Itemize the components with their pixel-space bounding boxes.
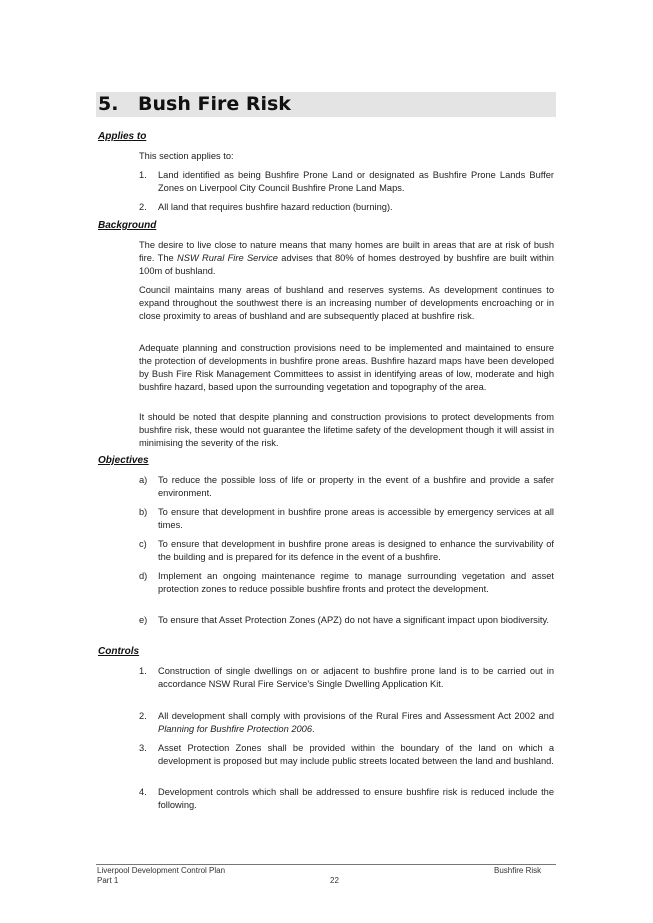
- list-marker: 3.: [139, 743, 147, 753]
- background-paragraph: The desire to live close to nature means that many homes are built in areas that are at risk of bush fire. The NSW Rural Fire Service advises that 80% of homes destroyed by bushfire are built within 100m of bushland.: [139, 240, 554, 276]
- list-text: Development controls which shall be addressed to ensure bushfire risk is reduced include the following.: [158, 787, 554, 810]
- section-number: 5.: [98, 93, 119, 115]
- background-paragraph: Council maintains many areas of bushland and reserves systems. As development continues to expand throughout the southwest there is an increasing number of developments encroaching or in close proximity to areas of bushland and are subsequently placed at bushfire risk.: [139, 285, 554, 321]
- list-text: All development shall comply with provisions of the Rural Fires and Assessment Act 2002 and Planning for Bushfire Protection 2006.: [158, 711, 554, 734]
- objectives-heading: Objectives: [98, 455, 149, 466]
- background-heading: Background: [98, 220, 157, 231]
- list-item: [139, 665, 554, 691]
- list-text: To ensure that development in bushfire prone areas is designed to enhance the survivability of the building and is prepared for its defence in the event of a bushfire.: [158, 539, 554, 562]
- list-marker: 1.: [139, 666, 147, 676]
- section-title: Bush Fire Risk: [138, 93, 291, 115]
- list-text: To ensure that Asset Protection Zones (APZ) do not have a significant impact upon biodiversity.: [158, 615, 550, 625]
- footer-part: Part 1: [97, 876, 119, 885]
- list-item: [139, 506, 554, 532]
- list-text: Land identified as being Bushfire Prone Land or designated as Bushfire Prone Lands Buffer Zones on Liverpool City Council Bushfire Prone Land Maps.: [158, 170, 554, 193]
- footer-section-name: Bushfire Risk: [494, 866, 542, 875]
- list-marker: a): [139, 475, 148, 485]
- list-marker: 4.: [139, 787, 147, 797]
- list-item: [139, 474, 554, 500]
- list-marker: 1.: [139, 170, 147, 180]
- footer-divider: [96, 864, 556, 865]
- list-marker: e): [139, 615, 148, 625]
- list-marker: 2.: [139, 711, 147, 721]
- list-marker: d): [139, 571, 148, 581]
- list-marker: c): [139, 539, 147, 549]
- list-item: [139, 614, 554, 627]
- background-paragraph: It should be noted that despite planning and construction provisions to protect developments from bushfire risk, these would not guarantee the lifetime safety of the development though it will assist in minimising the severity of the risk.: [139, 412, 554, 448]
- footer-document-title: Liverpool Development Control Plan: [97, 866, 226, 875]
- list-text: Construction of single dwellings on or adjacent to bushfire prone land is to be carried out in accordance NSW Rural Fire Service's Single Dwelling Application Kit.: [158, 666, 554, 689]
- list-marker: 2.: [139, 202, 147, 212]
- list-text: All land that requires bushfire hazard reduction (burning).: [158, 202, 393, 212]
- list-text: Asset Protection Zones shall be provided within the boundary of the land on which a development is proposed but may include public streets located between the land and bushland.: [158, 743, 554, 766]
- list-text: Implement an ongoing maintenance regime to manage surrounding vegetation and asset protection zones to reduce possible bushfire fronts and protect the development.: [158, 571, 554, 594]
- list-item: [139, 570, 554, 596]
- page-number: 22: [330, 876, 339, 885]
- list-marker: b): [139, 507, 148, 517]
- list-text: To ensure that development in bushfire prone areas is accessible by emergency services at all times.: [158, 507, 554, 530]
- list-text: To reduce the possible loss of life or property in the event of a bushfire and provide a safer environment.: [158, 475, 554, 498]
- list-item: [139, 742, 554, 768]
- list-item: [139, 538, 554, 564]
- applies-to-heading: Applies to: [98, 131, 147, 142]
- page-title: [96, 92, 556, 117]
- controls-heading: Controls: [98, 646, 140, 657]
- list-item: [139, 786, 554, 812]
- list-item: [139, 201, 554, 214]
- list-item: [139, 710, 554, 736]
- background-paragraph: Adequate planning and construction provisions need to be implemented and maintained to ensure the protection of developments in bushfire prone areas. Bushfire hazard maps have been developed by Bush Fire Risk Management Committees to assist in identifying areas of low, moderate and high bushfire hazard, based upon the surrounding vegetation and topography of the area.: [139, 343, 554, 392]
- applies-to-intro: This section applies to:: [139, 151, 234, 161]
- list-item: [139, 169, 554, 195]
